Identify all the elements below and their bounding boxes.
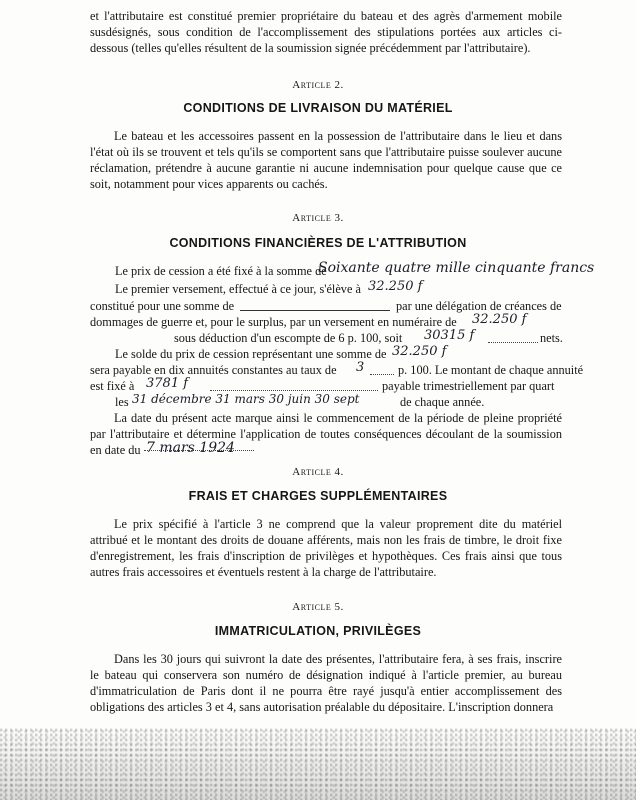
each-year-label: de chaque année. [400,395,485,409]
delegation-amount-blank [240,310,390,311]
price-label: Le prix de cession a été fixé à la somme de [115,264,327,278]
dates-prefix: les [115,395,129,409]
article-4-text: Le prix spécifié à l'article 3 ne comprend que la valeur proprement dite du matériel attribué et le montant des droits de douane afférents, mais non les frais de timbre, le droit fixe d'enregistrement, les frais d'inscription de privilèges et hypothèques. Ces frais ainsi que tous autres frais accessoires et éventuels restent à la charge de l'attributaire. [90,517,562,579]
date-paragraph-text: La date du présent acte marque ainsi le commencement de la période de pleine propriété par l'attributaire et détermine l'application de toutes conséquences découlant de la soumission en date du [90,411,562,457]
nets-label: nets. [540,331,563,345]
balance-handwritten: 32.250 f [392,344,447,359]
cash-payment-label: dommages de guerre et, pour le surplus, par un versement en numéraire de [90,315,457,329]
first-payment-handwritten: 32.250 f [368,279,423,294]
rate-blank [370,374,394,375]
first-payment-label: Le premier versement, effectué à ce jour, s'élève à [115,282,361,296]
article-5-heading: IMMATRICULATION, PRIVILÈGES [214,624,422,638]
article-2-label: Article 2. [292,79,344,91]
article-2-text: Le bateau et les accessoires passent en la possession de l'attributaire dans le lieu et dans l'état où ils se trouvent et tels qu'ils se comportent sans que l'attributaire puisse soulever aucune réclamation, prétendre à aucune garantie ni aucune indemnisation pour quelque cause que ce soit, notamment pour vices apparents ou cachés. [90,129,562,191]
scan-noise-footer [0,728,636,800]
discount-label: sous déduction d'un escompte de 6 p. 100, soit [174,331,403,345]
article-3-label: Article 3. [292,212,344,224]
delegation-label: par une délégation de créances de [396,299,562,313]
annuity-amount-label: p. 100. Le montant de chaque annuité [398,363,584,377]
cash-payment-handwritten: 32.250 f [472,312,527,327]
fixed-at-label: est fixé à [90,379,135,393]
article-5-label: Article 5. [292,601,344,613]
net-amount-handwritten: 30315 f [424,328,475,343]
annuity-handwritten: 3781 f [146,376,189,391]
article-5-text: Dans les 30 jours qui suivront la date des présentes, l'attributaire fera, à ses frais, inscrire le bateau qui conservera son numéro de désignation indiqué à l'article premier, au bureau d'immatriculation de Paris dont il ne pourra être rayé jusqu'à entier accomplissement des obligations des articles 3 et 4, sans autorisation préalable du dépositaire. L'inscription donnera [90,652,562,714]
price-words-handwritten: Soixante quatre mille cinquante francs [318,260,595,276]
article-4-heading: FRAIS ET CHARGES SUPPLÉMENTAIRES [188,489,448,503]
annuities-label: sera payable en dix annuités constantes au taux de [90,363,337,377]
net-amount-blank [488,342,538,343]
quarterly-label: payable trimestriellement par quart [382,379,555,393]
article-2-heading: CONDITIONS DE LIVRAISON DU MATÉRIEL [183,101,453,115]
balance-label: Le solde du prix de cession représentant une somme de [115,347,387,361]
article-3-heading: CONDITIONS FINANCIÈRES DE L'ATTRIBUTION [169,236,467,250]
intro-paragraph: et l'attributaire est constitué premier propriétaire du bateau et des agrès d'armement mobile susdésignés, sous condition de l'accomplissement des stipulations portées aux articles ci-dessous (telles qu'elles résultent de la soumission signée précédemment par l'attributaire). [90,9,562,55]
rate-handwritten: 3 [356,360,365,375]
payment-dates-handwritten: 31 décembre 31 mars 30 juin 30 sept [132,392,360,406]
article-4-label: Article 4. [292,466,344,478]
annuity-blank [210,390,378,391]
constituted-label: constitué pour une somme de [90,299,235,313]
submission-date-handwritten: 7 mars 1924 [146,440,235,456]
